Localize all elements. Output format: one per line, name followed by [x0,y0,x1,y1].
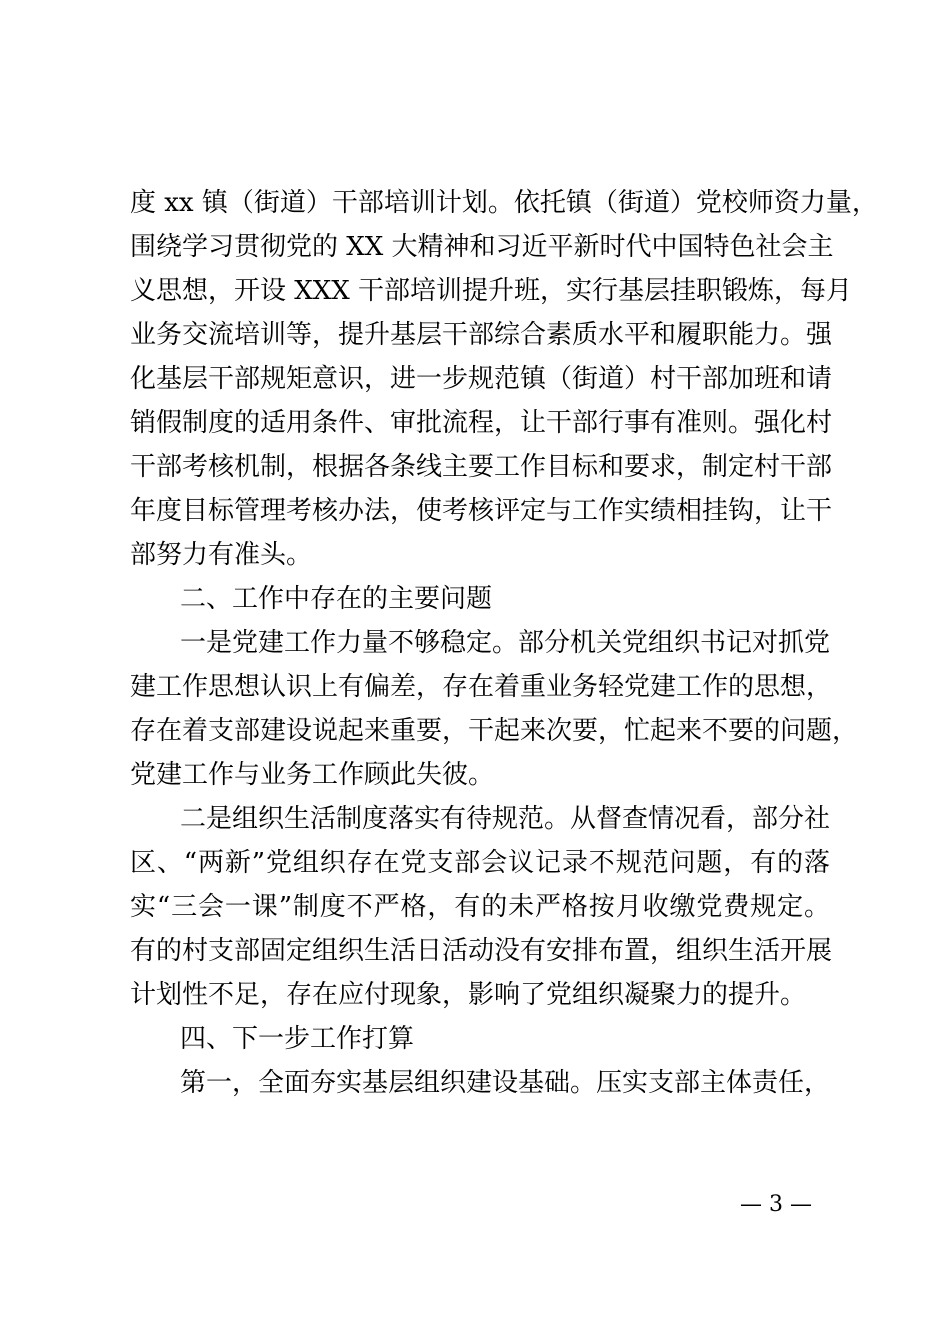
section-heading-problems: 二、工作中存在的主要问题 [180,584,493,614]
paragraph-line: 计划性不足，存在应付现象，影响了党组织凝聚力的提升。 [130,980,807,1010]
paragraph-line: 业务交流培训等，提升基层干部综合素质水平和履职能力。强 [130,320,833,350]
section-heading-next-steps: 四、下一步工作打算 [180,1024,415,1054]
paragraph-line: 义思想，开设 XXX 干部培训提升班，实行基层挂职锻炼，每月 [130,276,853,306]
paragraph-line: 存在着支部建设说起来重要，干起来次要，忙起来不要的问题， [130,716,859,746]
paragraph-line: 二是组织生活制度落实有待规范。从督查情况看，部分社 [180,804,831,834]
paragraph-line: 实“三会一课”制度不严格，有的未严格按月收缴党费规定。 [130,892,830,922]
paragraph-line: 区、“两新”党组织存在党支部会议记录不规范问题，有的落 [130,848,830,878]
paragraph-line: 部努力有准头。 [130,540,313,570]
paragraph-line: 度 xx 镇（街道）干部培训计划。依托镇（街道）党校师资力量， [130,188,878,218]
paragraph-line: 有的村支部固定组织生活日活动没有安排布置，组织生活开展 [130,936,833,966]
paragraph-line: 化基层干部规矩意识，进一步规范镇（街道）村干部加班和请 [130,364,833,394]
page-number: — 3 — [740,1192,812,1217]
paragraph-line: 干部考核机制，根据各条线主要工作目标和要求，制定村干部 [130,452,833,482]
paragraph-line: 一是党建工作力量不够稳定。部分机关党组织书记对抓党 [180,628,831,658]
paragraph-line: 建工作思想认识上有偏差，存在着重业务轻党建工作的思想， [130,672,833,702]
paragraph-line: 围绕学习贯彻党的 XX 大精神和习近平新时代中国特色社会主 [130,232,834,262]
paragraph-line: 年度目标管理考核办法，使考核评定与工作实绩相挂钩，让干 [130,496,833,526]
paragraph-line: 党建工作与业务工作顾此失彼。 [130,760,495,790]
paragraph-line: 第一，全面夯实基层组织建设基础。压实支部主体责任， [180,1068,831,1098]
paragraph-line: 销假制度的适用条件、审批流程，让干部行事有准则。强化村 [130,408,833,438]
